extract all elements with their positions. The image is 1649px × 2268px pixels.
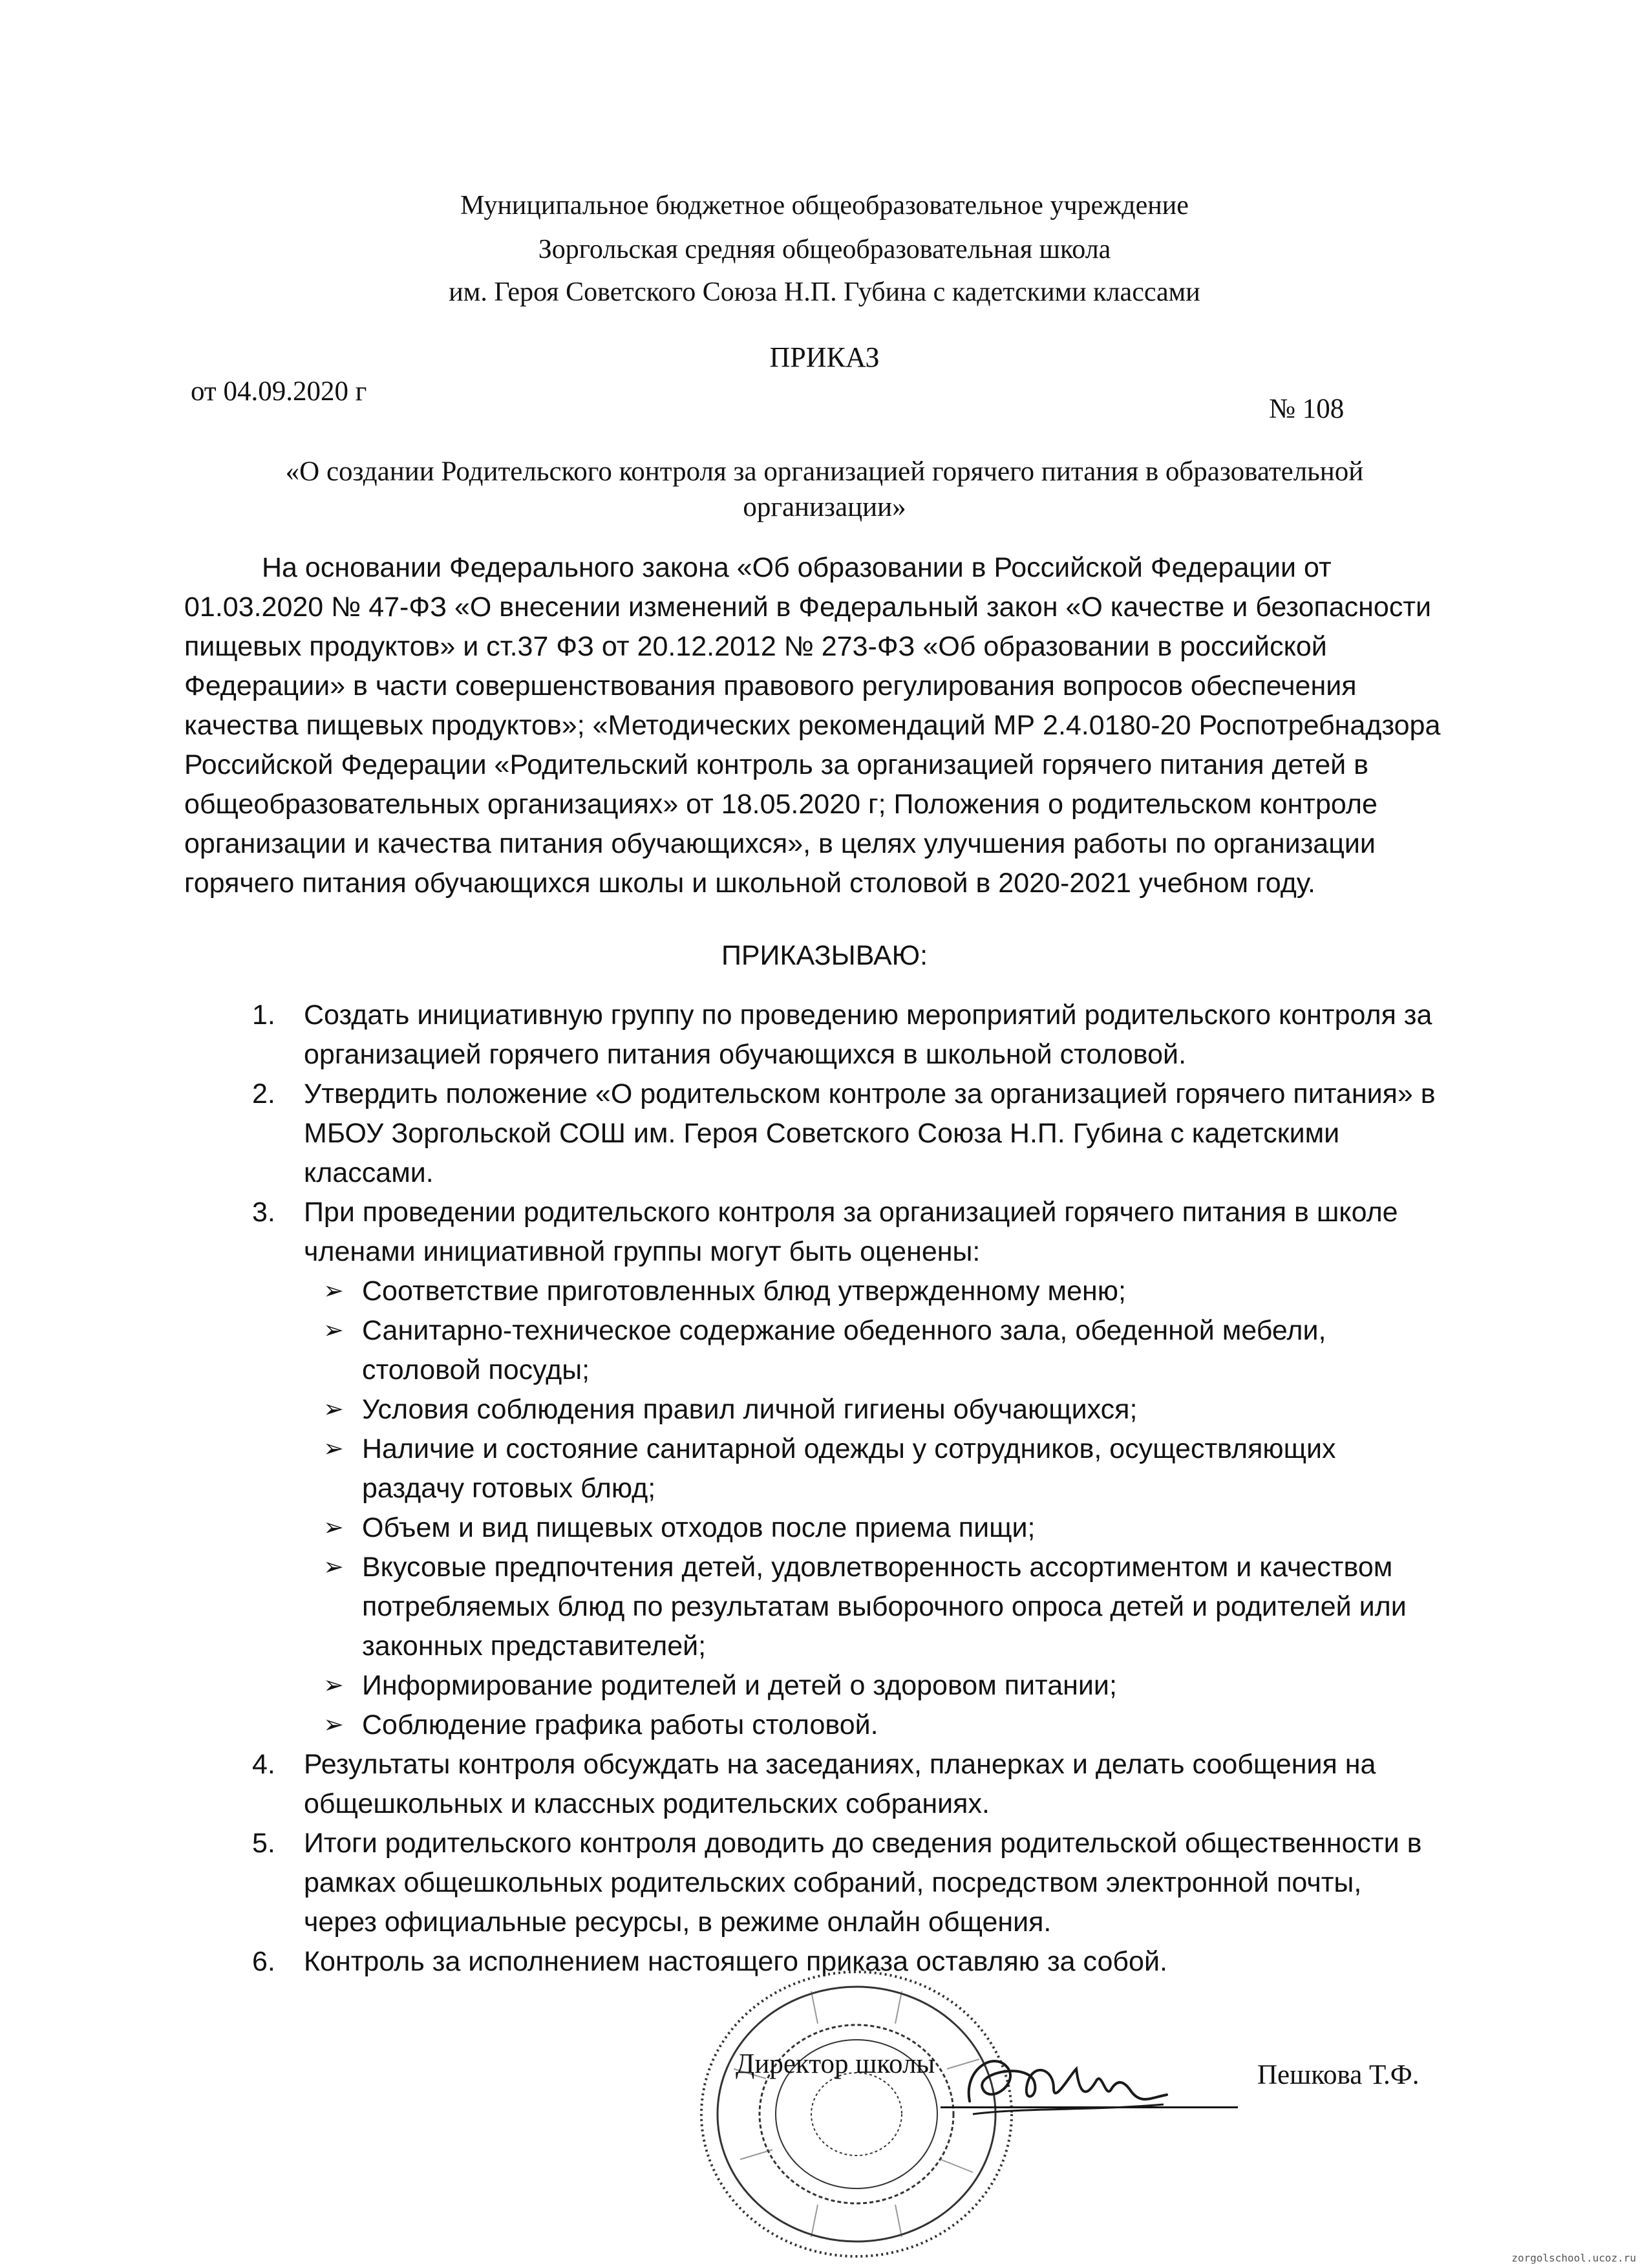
handwritten-signature-icon xyxy=(957,2043,1170,2127)
decree-item xyxy=(233,1193,1442,1272)
arrow-bullet-icon: ➢ xyxy=(323,1711,344,1738)
school-honorific: им. Героя Советского Союза Н.П. Губина с кадетскими классами xyxy=(449,277,1200,307)
evaluation-criteria-list xyxy=(233,1272,1442,1745)
criteria-item xyxy=(233,1548,1442,1666)
signatory-name: Пешкова Т.Ф. xyxy=(1257,2060,1420,2090)
arrow-bullet-icon: ➢ xyxy=(323,1435,344,1462)
arrow-bullet-icon: ➢ xyxy=(323,1396,344,1423)
item-number: 1. xyxy=(252,1000,275,1031)
item-number: 4. xyxy=(252,1749,275,1780)
signatory-position: Директор школы xyxy=(736,2049,935,2079)
arrow-bullet-icon: ➢ xyxy=(323,1317,344,1344)
order-subject-line1: «О создании Родительского контроля за организацией горячего питания в образовательной xyxy=(285,456,1364,487)
school-name: Зоргольская средняя общеобразовательная школа xyxy=(538,235,1111,264)
criteria-text: Санитарно-техническое содержание обеденного зала, обеденной мебели, столовой посуды; xyxy=(362,1315,1326,1385)
website-watermark: zorgolschool.ucoz.ru xyxy=(1511,2252,1636,2264)
arrow-bullet-icon: ➢ xyxy=(323,1278,344,1305)
order-date: от 04.09.2020 г xyxy=(191,376,367,407)
item-text: Создать инициативную группу по проведению мероприятий родительского контроля за организацией горячего питания обучающихся в школьной столовой. xyxy=(304,1000,1432,1070)
item-text: При проведении родительского контроля за организацией горячего питания в школе членами инициативной группы могут быть оценены: xyxy=(304,1197,1398,1267)
criteria-text: Соответствие приготовленных блюд утвержденному меню; xyxy=(362,1276,1126,1307)
order-number: № 108 xyxy=(1269,394,1345,424)
decree-item xyxy=(233,1745,1442,1824)
criteria-item xyxy=(233,1706,1442,1745)
item-text: Утвердить положение «О родительском контроле за организацией горячего питания» в МБОУ Зоргольской СОШ им. Героя Советского Союза Н.П. Губина с кадетскими классами. xyxy=(304,1078,1436,1188)
decree-heading: ПРИКАЗЫВАЮ: xyxy=(721,940,928,971)
item-text: Контроль за исполнением настоящего приказа оставляю за собой. xyxy=(304,1946,1167,1977)
criteria-text: Соблюдение графика работы столовой. xyxy=(362,1709,878,1740)
criteria-item xyxy=(233,1666,1442,1706)
arrow-bullet-icon: ➢ xyxy=(323,1672,344,1699)
criteria-text: Вкусовые предпочтения детей, удовлетворенность ассортиментом и качеством потребляемых блюд по результатам выборочного опроса детей и родителей или законных представителей; xyxy=(362,1552,1407,1662)
criteria-item xyxy=(233,1429,1442,1508)
item-number: 6. xyxy=(252,1946,275,1977)
criteria-text: Условия соблюдения правил личной гигиены обучающихся; xyxy=(362,1394,1138,1425)
institution-name: Муниципальное бюджетное общеобразовательное учреждение xyxy=(460,191,1189,220)
criteria-text: Объем и вид пищевых отходов после приема пищи; xyxy=(362,1512,1036,1543)
decree-item xyxy=(233,1824,1442,1942)
item-text: Результаты контроля обсуждать на заседаниях, планерках и делать сообщения на общешкольных и классных родительских собраниях. xyxy=(304,1749,1376,1819)
item-text: Итоги родительского контроля доводить до сведения родительской общественности в рамках общешкольных родительских собраний, посредством электронной почты, через официальные ресурсы, в режиме онлайн общения. xyxy=(304,1828,1422,1938)
criteria-item xyxy=(233,1272,1442,1311)
criteria-text: Наличие и состояние санитарной одежды у сотрудников, осуществляющих раздачу готовых блюд; xyxy=(362,1433,1336,1504)
criteria-item xyxy=(233,1311,1442,1390)
decree-item xyxy=(233,996,1442,1075)
item-number: 5. xyxy=(252,1828,275,1859)
arrow-bullet-icon: ➢ xyxy=(323,1514,344,1541)
order-subject-line2: организации» xyxy=(743,492,906,522)
criteria-item xyxy=(233,1390,1442,1429)
arrow-bullet-icon: ➢ xyxy=(323,1554,344,1581)
decree-item xyxy=(233,1075,1442,1193)
criteria-text: Информирование родителей и детей о здоровом питании; xyxy=(362,1670,1117,1701)
decree-items xyxy=(233,996,1442,1982)
criteria-item xyxy=(233,1508,1442,1548)
item-number: 3. xyxy=(252,1197,275,1228)
order-title: ПРИКАЗ xyxy=(769,341,880,373)
order-preamble: На основании Федерального закона «Об образовании в Российской Федерации от 01.03.2020 № 47-ФЗ «О внесении изменений в Федеральный закон «О качестве и безопасности пищевых продуктов» и ст.37 ФЗ от 20.12.2012 № 273-ФЗ «Об образовании в российской Федерации» в части совершенствования правового регулирования вопросов обеспечения качества пищевых продуктов»; «Методических рекомендаций МР 2.4.0180-20 Роспотребнадзора Российской Федерации «Родительский контроль за организацией горячего питания детей в общеобразовательных организациях» от 18.05.2020 г; Положения о родительском контроле организации и качества питания обучающихся», в целях улучшения работы по организации горячего питания обучающихся школы и школьной столовой в 2020-2021 учебном году. xyxy=(184,552,1441,899)
item-number: 2. xyxy=(252,1078,275,1109)
